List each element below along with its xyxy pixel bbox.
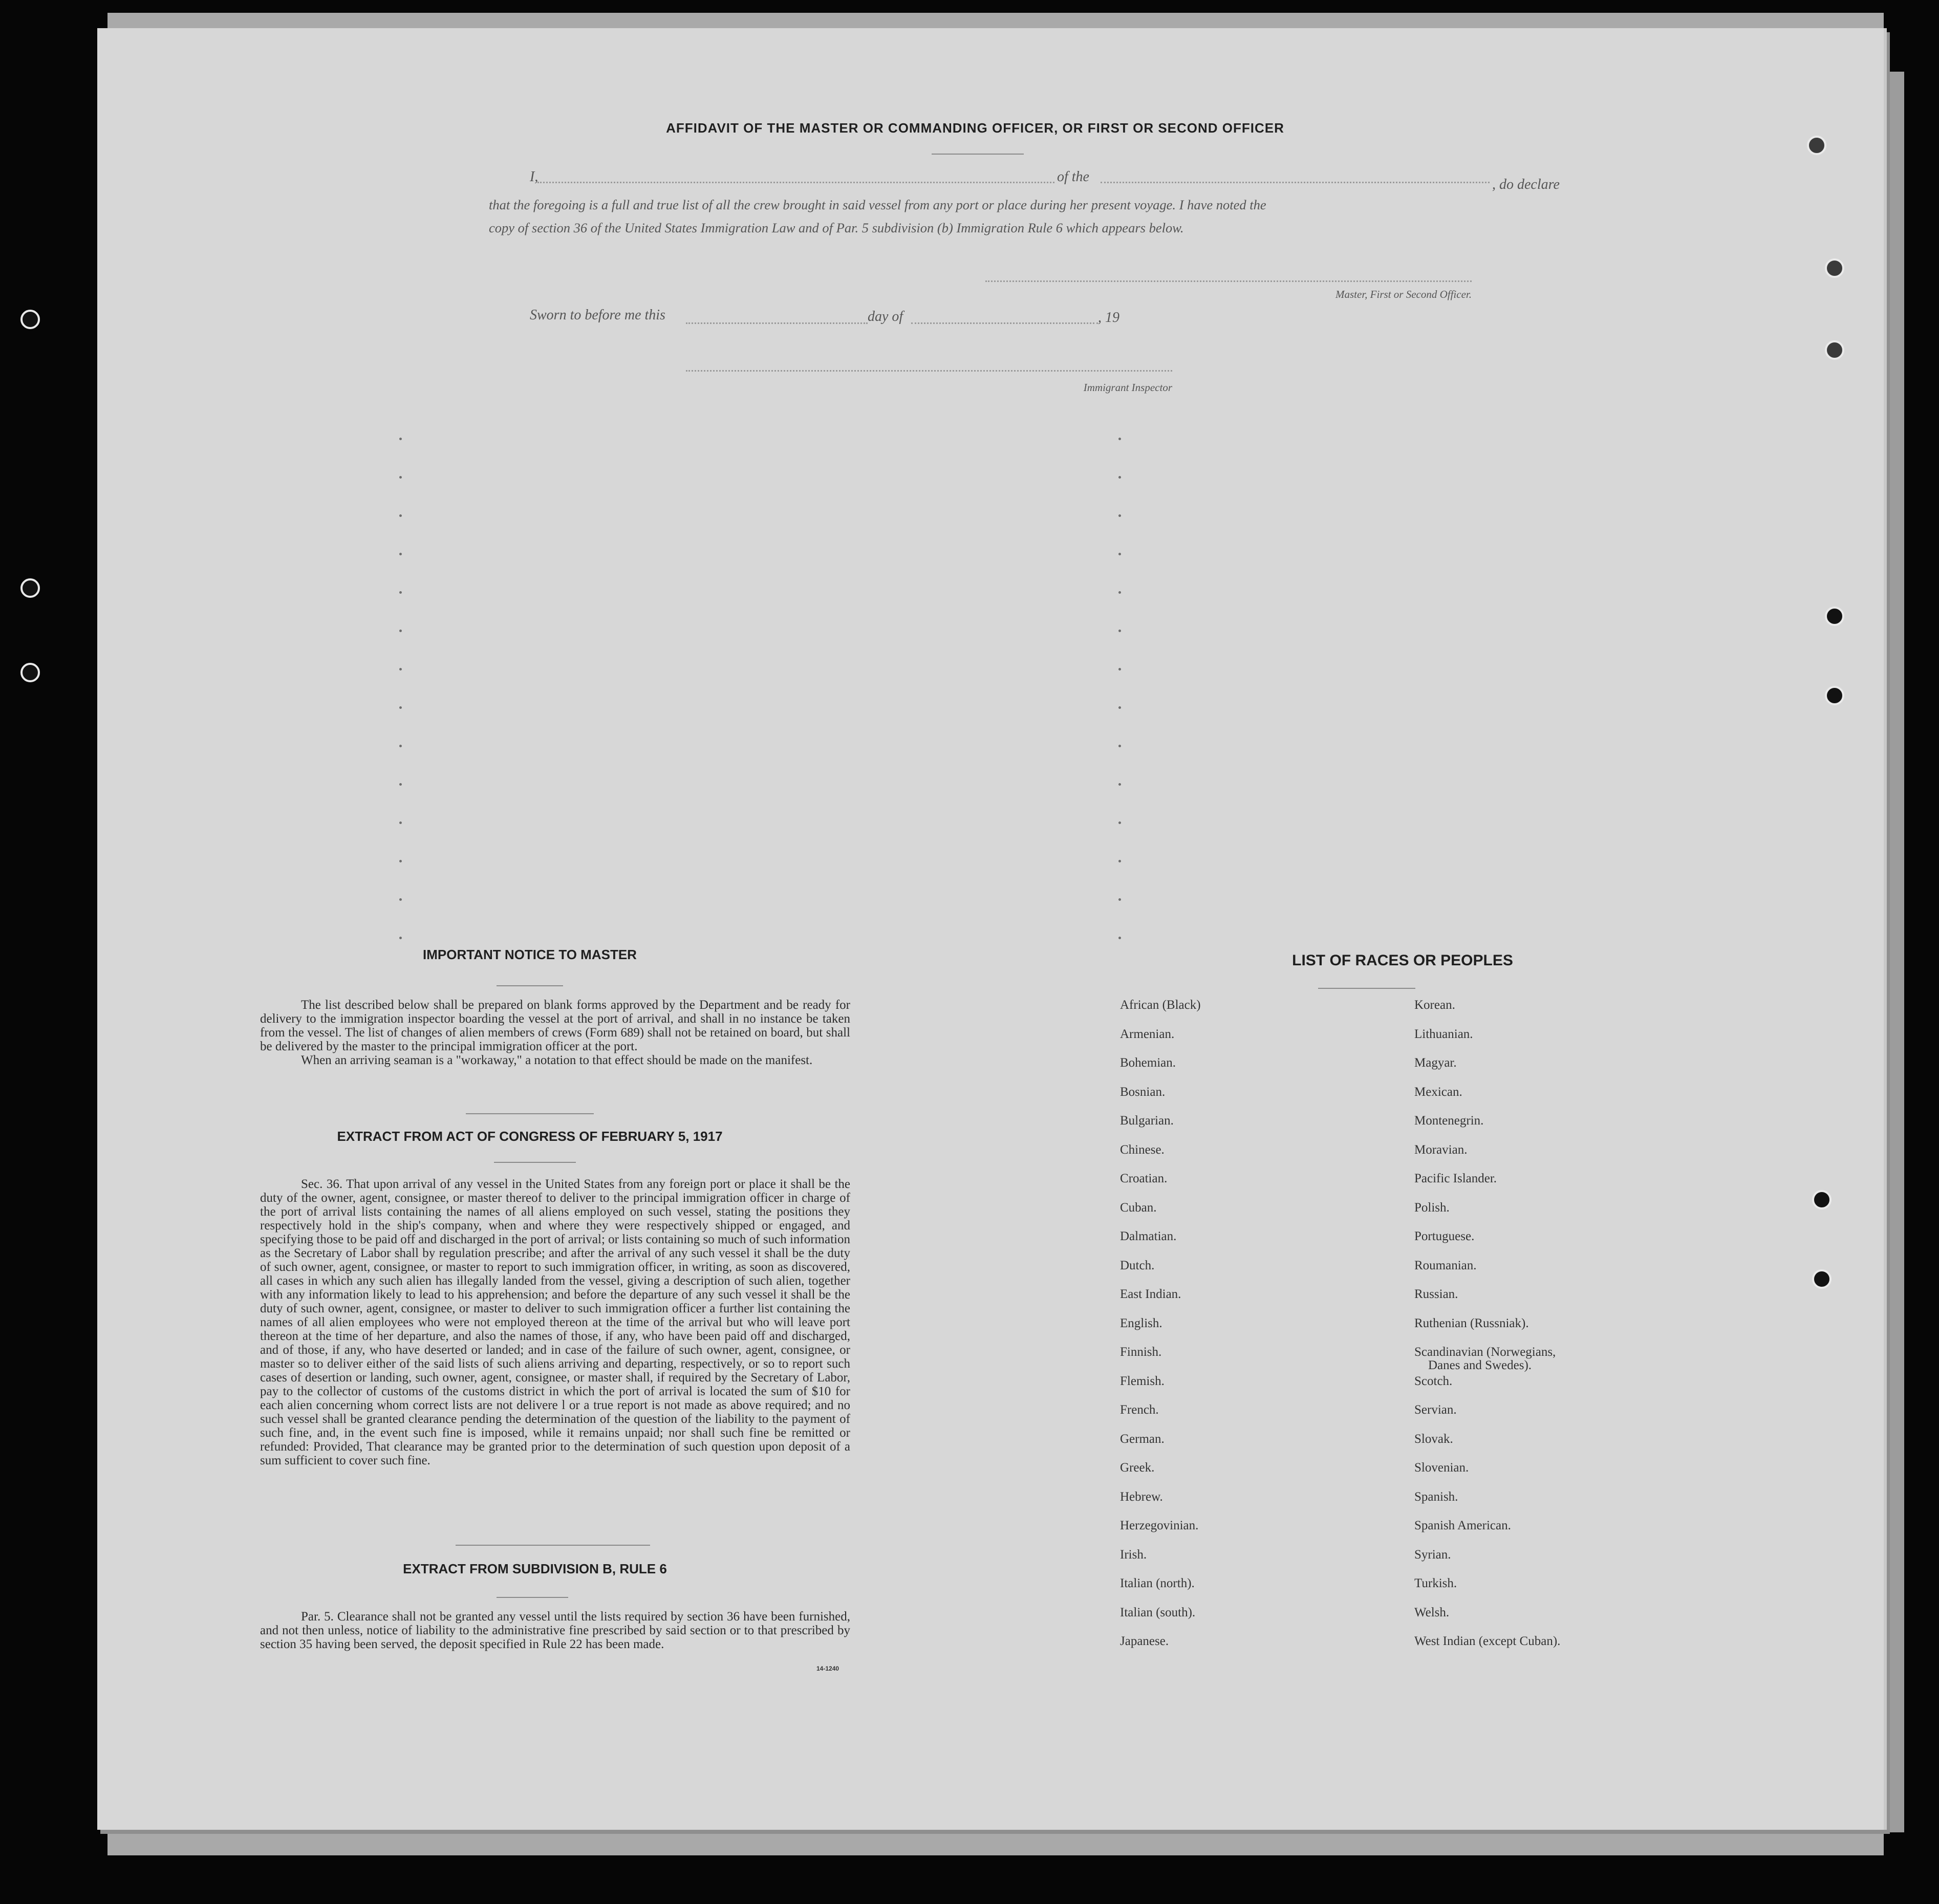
column-dot [399, 898, 402, 901]
punch-hole [20, 310, 40, 329]
race-item: West Indian (except Cuban). [1414, 1634, 1561, 1648]
race-item: Japanese. [1120, 1634, 1169, 1648]
affidavit-declare-label: , do declare [1492, 177, 1560, 192]
signature-label: Master, First or Second Officer. [1335, 288, 1472, 300]
column-dot [1118, 630, 1121, 632]
extract-rule-underline [497, 1597, 568, 1598]
column-dot [1118, 553, 1121, 555]
race-item: English. [1120, 1316, 1162, 1330]
column-dot [399, 745, 402, 747]
manifest-page [97, 28, 1887, 1830]
notice-body [260, 998, 850, 1067]
race-item: Bosnian. [1120, 1085, 1166, 1099]
race-item: East Indian. [1120, 1287, 1181, 1301]
extract-act-underline [494, 1162, 576, 1163]
race-item: Korean. [1414, 998, 1455, 1012]
punch-hole [1812, 1190, 1832, 1209]
race-item: Bulgarian. [1120, 1114, 1174, 1128]
extract-rule-title: EXTRACT FROM SUBDIVISION B, RULE 6 [403, 1561, 667, 1576]
extract-act-text: Sec. 36. That upon arrival of any vessel in the United States from any foreign port or place it shall be the duty of the owner, agent, consignee, or master thereof to deliver to the principal immigration officer in charge of the port of arrival lists containing the names of all aliens employed on such vessel, stating the positions they respectively hold in the ship's company, when and where they were respectively shipped or engaged, and specifying those to be paid off and discharged in the port of arrival; or lists containing so much of such information as the Secretary of Labor shall by regulation prescribe; and after the arrival of any such vessel it shall be the duty of such owner, agent, consignee, or master to report to such immigration officer, in writing, as soon as discovered, all cases in which any such alien has illegally landed from the vessel, giving a description of such alien, together with any information likely to lead to his apprehension; and before the departure of any such vessel it shall be the duty of such owner, agent, consignee, or master to deliver to such immigration officer a further list containing the names of all alien employees who were not employed thereon at the time of the arrival but who will leave port thereon at the time of her departure, and also the names of those, if any, who have been paid off and discharged, and of those, if any, who have deserted or landed; and in case of the failure of such owner, agent, consignee, or master so to deliver either of the said lists of such aliens arriving and departing, respectively, or so to report such cases of desertion or landing, such owner, agent, consignee, or master shall, if required by the Secretary of Labor, pay to the collector of customs of the customs district in which the port of arrival is located the sum of $10 for each alien concerning whom correct lists are not delivere l or a true report is not made as above required; and no such vessel shall be granted clearance pending the determination of the question of the liability to the payment of such fine, and, in the event such fine is imposed, while it remains unpaid; nor shall such fine be remitted or refunded: Provided, That clearance may be granted prior to the determination of such question upon deposit of a sum sufficient to cover such fine. [260, 1177, 850, 1467]
race-item: Roumanian. [1414, 1258, 1477, 1272]
column-dot [399, 860, 402, 862]
race-item: Danes and Swedes). [1428, 1358, 1532, 1372]
race-item: Syrian. [1414, 1547, 1451, 1562]
race-item: Slovenian. [1414, 1461, 1469, 1475]
column-dot [1118, 783, 1121, 786]
column-dot [1118, 591, 1121, 594]
races-underline [1318, 988, 1415, 989]
race-item: Chinese. [1120, 1142, 1165, 1157]
column-dot [1118, 438, 1121, 440]
race-item: Hebrew. [1120, 1489, 1163, 1504]
column-dot [1118, 860, 1121, 862]
column-dot [1118, 514, 1121, 517]
race-item: Welsh. [1414, 1605, 1450, 1619]
punch-hole [20, 663, 40, 682]
race-item: French. [1120, 1403, 1159, 1417]
race-item: Servian. [1414, 1403, 1457, 1417]
form-number: 14-1240 [816, 1665, 839, 1672]
notice-paragraph-2: When an arriving seaman is a "workaway," a notation to that effect should be made on the manifest. [301, 1053, 813, 1067]
race-item: Scandinavian (Norwegians, [1414, 1345, 1556, 1359]
punch-hole [1825, 607, 1844, 626]
race-item: Ruthenian (Russniak). [1414, 1316, 1529, 1330]
notice-underline [497, 985, 563, 986]
section-divider [466, 1113, 594, 1114]
race-item: Irish. [1120, 1547, 1147, 1562]
punch-hole [1825, 340, 1844, 360]
signature-line [985, 280, 1472, 282]
sworn-day-line [686, 322, 868, 324]
race-item: Italian (south). [1120, 1605, 1196, 1619]
affidavit-of-the-label: of the [1057, 169, 1089, 185]
affidavit-title: AFFIDAVIT OF THE MASTER OR COMMANDING OFFICER, OR FIRST OR SECOND OFFICER [666, 120, 1284, 136]
punch-hole [1825, 686, 1844, 705]
race-item: Armenian. [1120, 1027, 1175, 1041]
affidavit-vessel-line [1101, 182, 1490, 183]
column-dot [399, 476, 402, 479]
race-item: Dutch. [1120, 1258, 1155, 1272]
race-item: Turkish. [1414, 1576, 1457, 1590]
column-dot [1118, 668, 1121, 670]
column-dot [1118, 476, 1121, 479]
race-item: Pacific Islander. [1414, 1172, 1497, 1185]
column-dot [399, 591, 402, 594]
column-dot [399, 783, 402, 786]
column-dot [1118, 821, 1121, 824]
column-dot [1118, 745, 1121, 747]
sworn-month-line [911, 322, 1098, 324]
punch-hole [1825, 258, 1844, 278]
race-item: Russian. [1414, 1287, 1458, 1301]
extract-act-body [260, 1177, 850, 1467]
notice-paragraph-1: The list described below shall be prepared on blank forms approved by the Department and be ready for delivery to the immigration inspector boarding the vessel at the port of arrival, and shall in no instance be taken from the vessel. The list of changes of alien members of crews (Form 689) shall not be retained on board, but shall be delivered by the master to the principal immigration officer at the port. [260, 998, 850, 1053]
race-item: Slovak. [1414, 1432, 1453, 1446]
race-item: Finnish. [1120, 1345, 1162, 1359]
affidavit-line-1: that the foregoing is a full and true list of all the crew brought in said vessel from any port or place during her present voyage. I have noted the [489, 197, 1266, 212]
race-item: Flemish. [1120, 1374, 1165, 1388]
race-item: Polish. [1414, 1200, 1450, 1215]
column-dot [1118, 937, 1121, 939]
column-dot [399, 553, 402, 555]
affidavit-name-line [537, 182, 1054, 183]
day-of-label: day of [868, 309, 903, 324]
column-dot [399, 630, 402, 632]
race-item: Spanish. [1414, 1489, 1458, 1504]
race-item: Spanish American. [1414, 1519, 1511, 1532]
race-item: Cuban. [1120, 1200, 1157, 1215]
race-item: Magyar. [1414, 1056, 1457, 1070]
inspector-label: Immigrant Inspector [1083, 381, 1172, 394]
race-item: Scotch. [1414, 1374, 1453, 1388]
column-dot [1118, 706, 1121, 709]
notice-title: IMPORTANT NOTICE TO MASTER [423, 947, 637, 962]
race-item: Croatian. [1120, 1172, 1168, 1185]
race-item: German. [1120, 1432, 1165, 1446]
race-item: Mexican. [1414, 1085, 1462, 1099]
races-title: LIST OF RACES OR PEOPLES [1292, 952, 1513, 969]
race-item: Greek. [1120, 1461, 1155, 1475]
extract-act-title: EXTRACT FROM ACT OF CONGRESS OF FEBRUARY 5, 1917 [337, 1129, 723, 1144]
affidavit-i-label: I, [530, 169, 538, 185]
punch-hole [1812, 1269, 1832, 1289]
year-label: , 19 [1098, 310, 1119, 326]
race-item: Lithuanian. [1414, 1027, 1473, 1041]
sworn-label: Sworn to before me this [530, 307, 665, 323]
column-dot [399, 937, 402, 939]
punch-hole [20, 578, 40, 598]
column-dot [399, 821, 402, 824]
affidavit-line-2: copy of section 36 of the United States Immigration Law and of Par. 5 subdivision (b) Immigration Rule 6 which appears below. [489, 220, 1184, 235]
race-item: Herzegovinian. [1120, 1519, 1199, 1532]
race-item: African (Black) [1120, 998, 1201, 1012]
column-dot [399, 438, 402, 440]
race-item: Bohemian. [1120, 1056, 1176, 1070]
punch-hole [1807, 136, 1826, 155]
section-divider [456, 1545, 650, 1546]
inspector-line [686, 370, 1172, 372]
extract-rule-body [260, 1610, 850, 1651]
race-item: Montenegrin. [1414, 1114, 1484, 1128]
title-underline [932, 154, 1024, 155]
race-item: Italian (north). [1120, 1576, 1195, 1590]
race-item: Moravian. [1414, 1142, 1468, 1157]
column-dot [399, 706, 402, 709]
column-dot [1118, 898, 1121, 901]
race-item: Dalmatian. [1120, 1229, 1177, 1243]
column-dot [399, 514, 402, 517]
race-item: Portuguese. [1414, 1229, 1475, 1243]
extract-rule-text: Par. 5. Clearance shall not be granted any vessel until the lists required by section 36 have been furnished, and not then unless, notice of liability to the administrative fine prescribed by said section or to that prescribed by section 35 having been served, the deposit specified in Rule 22 has been made. [260, 1610, 850, 1651]
column-dot [399, 668, 402, 670]
